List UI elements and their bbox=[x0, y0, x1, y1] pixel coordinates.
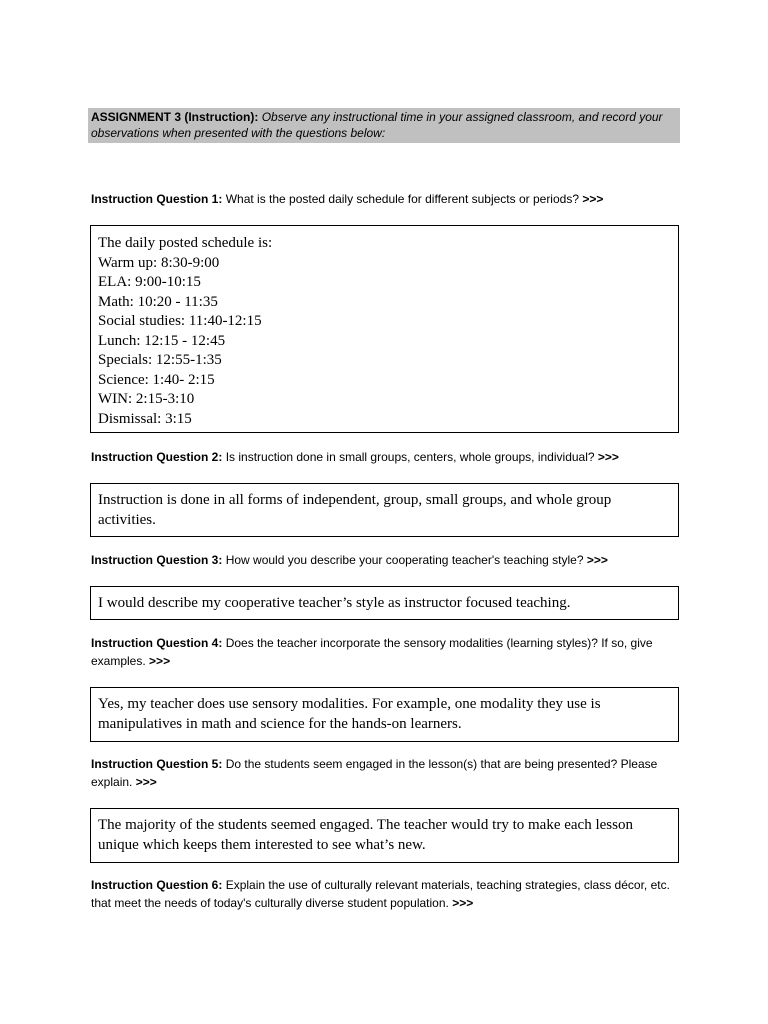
assignment-title: ASSIGNMENT 3 (Instruction): bbox=[91, 110, 259, 124]
question-arrows: >>> bbox=[586, 553, 608, 567]
schedule-line: WIN: 2:15-3:10 bbox=[98, 391, 195, 407]
question-text: How would you describe your cooperating teacher's teaching style? bbox=[225, 553, 584, 567]
schedule-line: Social studies: 11:40-12:15 bbox=[98, 313, 262, 329]
schedule-line: Science: 1:40- 2:15 bbox=[98, 371, 215, 388]
answer-box-4[interactable] bbox=[90, 687, 679, 742]
question-5 bbox=[91, 755, 683, 791]
answer-box-2[interactable] bbox=[90, 483, 679, 537]
question-text: Does the teacher incorporate the sensory modalities (learning styles)? If so, give examples. bbox=[91, 636, 653, 668]
answer-text: Instruction is done in all forms of independent, group, small groups, and whole group activities. bbox=[98, 492, 612, 528]
answer-box-5[interactable] bbox=[90, 808, 679, 863]
answer-box-3[interactable] bbox=[90, 586, 679, 620]
question-3 bbox=[91, 551, 683, 569]
schedule-line: Specials: 12:55-1:35 bbox=[98, 352, 222, 368]
question-text: Do the students seem engaged in the lesson(s) that are being presented? Please explain. bbox=[91, 757, 658, 789]
assignment-instructions: Observe any instructional time in your assigned classroom, and record your observations when presented with the questions below: bbox=[91, 110, 663, 140]
answer-text: Yes, my teacher does use sensory modalities. For example, one modality they use is manipulatives in math and science for the hands-on learners. bbox=[98, 696, 601, 732]
question-label: Instruction Question 1: bbox=[91, 192, 223, 206]
question-arrows: >>> bbox=[582, 192, 604, 206]
schedule-line: Lunch: 12:15 - 12:45 bbox=[98, 332, 226, 349]
question-label: Instruction Question 6: bbox=[91, 878, 223, 892]
schedule-line: The daily posted schedule is: bbox=[98, 235, 273, 251]
answer-text: The majority of the students seemed engaged. The teacher would try to make each lesson unique which keeps them interested to see what’s new. bbox=[98, 817, 633, 853]
question-label: Instruction Question 4: bbox=[91, 636, 223, 650]
question-4 bbox=[91, 634, 683, 670]
schedule-line: ELA: 9:00-10:15 bbox=[98, 274, 201, 290]
question-6 bbox=[91, 876, 683, 912]
question-label: Instruction Question 3: bbox=[91, 553, 223, 567]
schedule-line: Math: 10:20 - 11:35 bbox=[98, 293, 218, 310]
question-arrows: >>> bbox=[597, 450, 619, 464]
question-text: Is instruction done in small groups, centers, whole groups, individual? bbox=[225, 450, 595, 464]
question-text: What is the posted daily schedule for different subjects or periods? bbox=[225, 192, 579, 206]
schedule-line: Dismissal: 3:15 bbox=[98, 410, 192, 427]
answer-text: I would describe my cooperative teacher’s style as instructor focused teaching. bbox=[98, 595, 571, 611]
question-arrows: >>> bbox=[149, 654, 171, 668]
question-arrows: >>> bbox=[452, 896, 474, 910]
schedule-line: Warm up: 8:30-9:00 bbox=[98, 254, 220, 271]
question-arrows: >>> bbox=[135, 775, 157, 789]
question-label: Instruction Question 5: bbox=[91, 757, 223, 771]
question-text: Explain the use of culturally relevant materials, teaching strategies, class décor, etc. that meet the needs of today's culturally diverse student population. bbox=[91, 878, 670, 910]
question-label: Instruction Question 2: bbox=[91, 450, 223, 464]
question-1 bbox=[91, 190, 683, 208]
answer-box-1[interactable] bbox=[90, 225, 679, 433]
question-2 bbox=[91, 448, 683, 466]
assignment-header bbox=[88, 108, 680, 143]
